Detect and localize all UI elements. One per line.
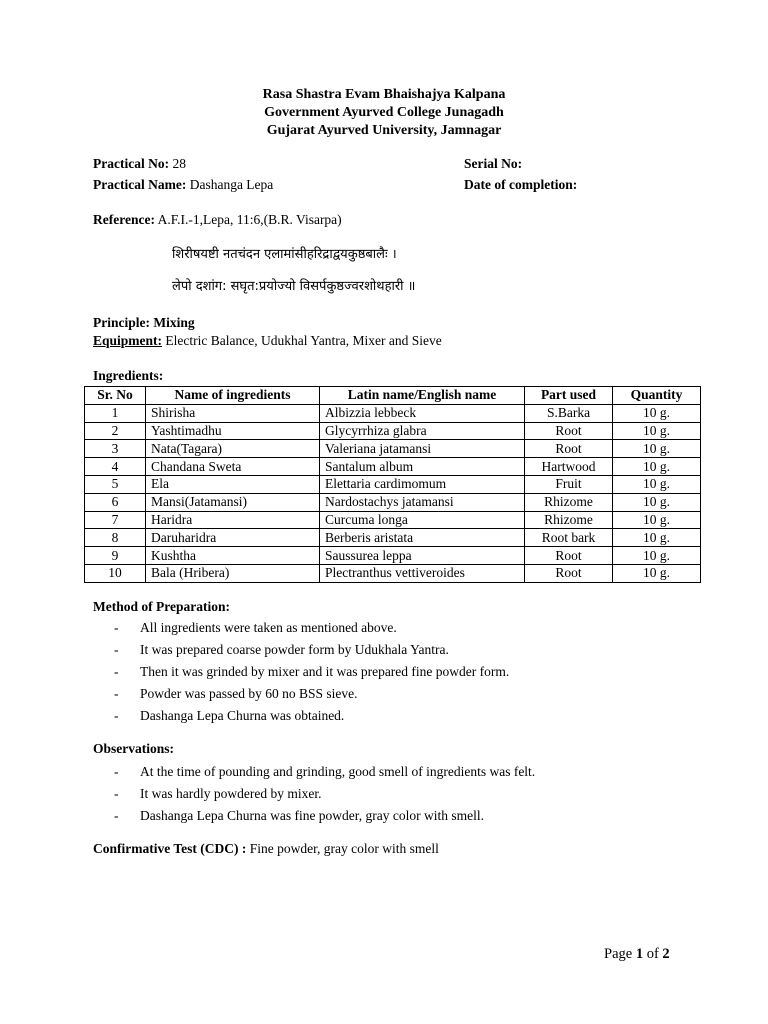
confirmative-test-value: Fine powder, gray color with smell [246, 841, 439, 856]
cell-part-used: Rhizome [525, 493, 613, 511]
date-of-completion-label: Date of completion: [464, 177, 578, 192]
cell-ingredient-name: Haridra [146, 511, 320, 529]
table-row [85, 440, 701, 458]
list-item: - Dashanga Lepa Churna was obtained. [114, 708, 345, 723]
current-page: 1 [635, 946, 644, 962]
cell-quantity: 10 g. [613, 511, 701, 529]
cell-quantity: 10 g. [613, 475, 701, 493]
page-number: Page 1 of 2 [604, 946, 670, 962]
cell-latin-name: Curcuma longa [320, 511, 525, 529]
cell-quantity: 10 g. [613, 493, 701, 511]
table-row [85, 529, 701, 547]
cell-sr-no: 4 [85, 458, 146, 476]
cell-quantity: 10 g. [613, 404, 701, 422]
observations-title: Observations: [93, 741, 174, 756]
cell-part-used: S.Barka [525, 404, 613, 422]
cell-quantity: 10 g. [613, 422, 701, 440]
cell-part-used: Root [525, 422, 613, 440]
cell-quantity: 10 g. [613, 547, 701, 565]
cell-latin-name: Albizzia lebbeck [320, 404, 525, 422]
list-item: - Dashanga Lepa Churna was fine powder, gray color with smell. [114, 808, 484, 823]
equipment-label: Equipment: [93, 333, 163, 348]
cell-sr-no: 7 [85, 511, 146, 529]
sanskrit-verse-line-1: शिरीषयष्टी नतचंदन एलामांसीहरिद्राद्वयकुष्ठबालैः । [172, 247, 397, 262]
table-row [85, 547, 701, 565]
reference [93, 212, 342, 228]
header-line-3: Gujarat Ayurved University, Jamnagar [266, 123, 502, 138]
cell-ingredient-name: Nata(Tagara) [146, 440, 320, 458]
cell-ingredient-name: Kushtha [146, 547, 320, 565]
list-item: - At the time of pounding and grinding, good smell of ingredients was felt. [114, 764, 536, 779]
confirmative-test-label: Confirmative Test (CDC) : [93, 841, 247, 856]
cell-ingredient-name: Ela [146, 475, 320, 493]
cell-latin-name: Saussurea leppa [320, 547, 525, 565]
cell-ingredient-name: Mansi(Jatamansi) [146, 493, 320, 511]
cell-sr-no: 1 [85, 404, 146, 422]
cell-latin-name: Elettaria cardimomum [320, 475, 525, 493]
column-header: Latin name/English name [320, 387, 525, 405]
table-row [85, 422, 701, 440]
table-row [85, 404, 701, 422]
reference-label: Reference: [93, 212, 155, 227]
header-line-1: Rasa Shastra Evam Bhaishajya Kalpana [262, 87, 506, 102]
practical-name [93, 177, 273, 193]
cell-part-used: Root bark [525, 529, 613, 547]
cell-quantity: 10 g. [613, 564, 701, 582]
observations-list [114, 761, 535, 827]
cell-sr-no: 5 [85, 475, 146, 493]
cell-part-used: Hartwood [525, 458, 613, 476]
cell-ingredient-name: Daruharidra [146, 529, 320, 547]
cell-part-used: Root [525, 564, 613, 582]
cell-part-used: Root [525, 547, 613, 565]
method-title: Method of Preparation: [93, 599, 230, 614]
cell-sr-no: 3 [85, 440, 146, 458]
cell-sr-no: 10 [85, 564, 146, 582]
practical-no [93, 156, 186, 172]
document-header [0, 86, 768, 140]
list-item: - Powder was passed by 60 no BSS sieve. [114, 686, 358, 701]
ingredients-table [84, 386, 701, 583]
cell-ingredient-name: Yashtimadhu [146, 422, 320, 440]
principle: Principle: Mixing [93, 315, 195, 330]
cell-latin-name: Berberis aristata [320, 529, 525, 547]
cell-ingredient-name: Bala (Hribera) [146, 564, 320, 582]
practical-no-value: 28 [169, 156, 186, 171]
cell-sr-no: 6 [85, 493, 146, 511]
list-item: - It was prepared coarse powder form by Udukhala Yantra. [114, 642, 449, 657]
cell-latin-name: Nardostachys jatamansi [320, 493, 525, 511]
ingredients-title: Ingredients: [93, 368, 164, 383]
table-row [85, 564, 701, 582]
cell-quantity: 10 g. [613, 440, 701, 458]
method-list [114, 617, 509, 727]
column-header: Sr. No [85, 387, 146, 405]
table-row [85, 475, 701, 493]
list-item: - All ingredients were taken as mentioned above. [114, 620, 397, 635]
practical-name-label: Practical Name: [93, 177, 187, 192]
header-line-2: Government Ayurved College Junagadh [264, 105, 504, 120]
column-header: Part used [525, 387, 613, 405]
cell-quantity: 10 g. [613, 529, 701, 547]
cell-quantity: 10 g. [613, 458, 701, 476]
reference-value: A.F.I.-1,Lepa, 11:6,(B.R. Visarpa) [154, 212, 342, 227]
column-header: Quantity [613, 387, 701, 405]
table-row [85, 493, 701, 511]
cell-sr-no: 2 [85, 422, 146, 440]
confirmative-test [93, 841, 439, 857]
cell-latin-name: Santalum album [320, 458, 525, 476]
equipment [93, 333, 442, 349]
total-pages: 2 [662, 946, 670, 962]
cell-sr-no: 9 [85, 547, 146, 565]
cell-latin-name: Plectranthus vettiveroides [320, 564, 525, 582]
practical-no-label: Practical No: [93, 156, 170, 171]
table-row [85, 458, 701, 476]
equipment-value: Electric Balance, Udukhal Yantra, Mixer and Sieve [162, 333, 442, 348]
table-row [85, 511, 701, 529]
list-item: - It was hardly powdered by mixer. [114, 786, 322, 801]
list-item: - Then it was grinded by mixer and it was prepared fine powder form. [114, 664, 510, 679]
cell-part-used: Fruit [525, 475, 613, 493]
cell-ingredient-name: Shirisha [146, 404, 320, 422]
practical-name-value: Dashanga Lepa [186, 177, 274, 192]
cell-latin-name: Glycyrrhiza glabra [320, 422, 525, 440]
sanskrit-verse-line-2: लेपो दशांग: सघृत:प्रयोज्यो विसर्पकुष्ठज्वरशोथहारी ॥ [172, 279, 416, 294]
cell-sr-no: 8 [85, 529, 146, 547]
column-header: Name of ingredients [146, 387, 320, 405]
cell-ingredient-name: Chandana Sweta [146, 458, 320, 476]
cell-latin-name: Valeriana jatamansi [320, 440, 525, 458]
cell-part-used: Root [525, 440, 613, 458]
serial-no-label: Serial No: [464, 156, 523, 171]
cell-part-used: Rhizome [525, 511, 613, 529]
table-header-row [85, 387, 701, 405]
